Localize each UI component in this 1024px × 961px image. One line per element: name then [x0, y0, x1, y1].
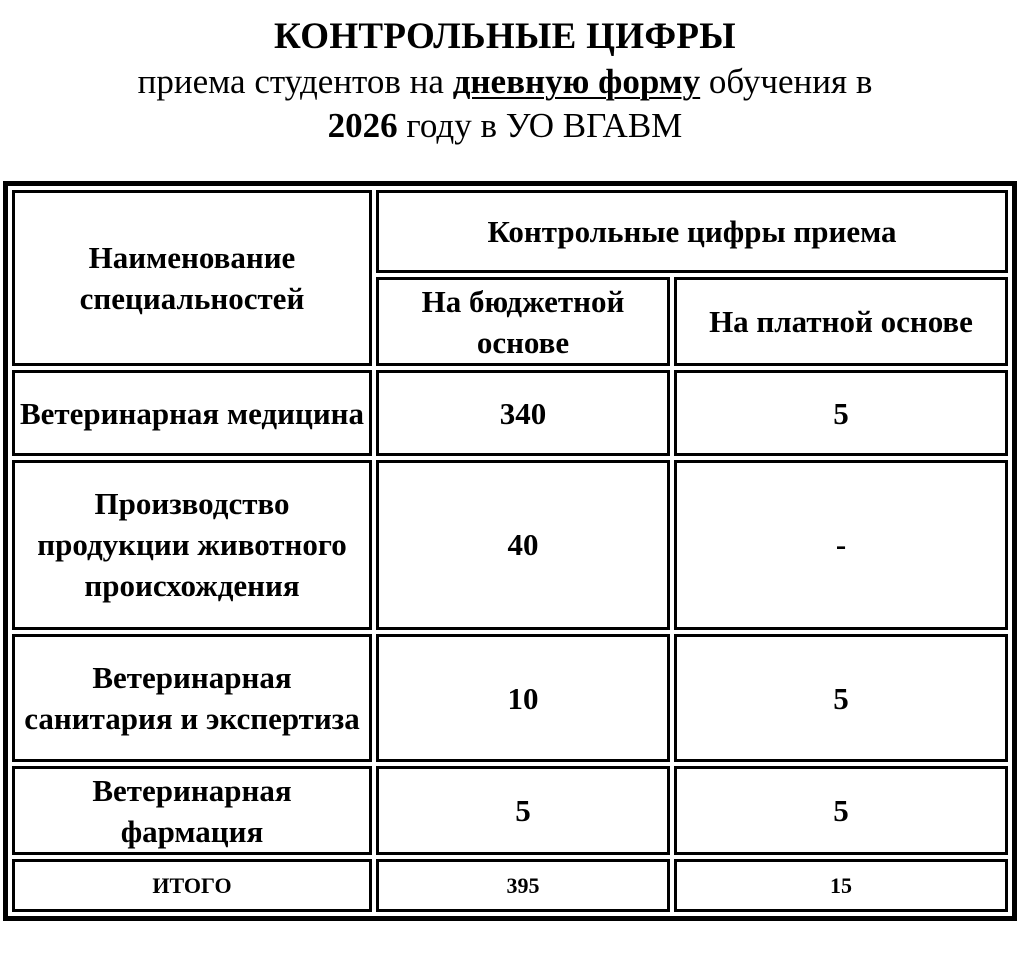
title-year-line: [0, 104, 1010, 148]
total-label: ИТОГО: [12, 859, 372, 912]
header-budget: На бюджетной основе: [376, 277, 670, 366]
row-paid-value: 5: [674, 370, 1008, 455]
row-budget-value: 10: [376, 634, 670, 762]
table-total-row: [12, 859, 1008, 912]
admission-table: [3, 181, 1017, 921]
title-institution: году в УО ВГАВМ: [397, 106, 683, 145]
header-quota-group: Контрольные цифры приема: [376, 190, 1008, 273]
subtitle-text-start: приема студентов на: [137, 62, 453, 101]
header-specialty-name: Наименование специальностей: [12, 190, 372, 366]
row-specialty-name: Производство продукции животного происхождения: [12, 460, 372, 630]
row-paid-value: -: [674, 460, 1008, 630]
row-paid-value: 5: [674, 766, 1008, 855]
table-row: [12, 766, 1008, 855]
subtitle-text-end: обучения в: [700, 62, 873, 101]
admission-table-wrapper: [3, 181, 1005, 921]
total-budget-value: 395: [376, 859, 670, 912]
row-paid-value: 5: [674, 634, 1008, 762]
subtitle-form-emphasis: дневную форму: [452, 62, 701, 101]
row-specialty-name: Ветеринарная медицина: [12, 370, 372, 455]
title-subtitle: [0, 60, 1010, 104]
table-row: [12, 634, 1008, 762]
row-budget-value: 5: [376, 766, 670, 855]
row-budget-value: 40: [376, 460, 670, 630]
table-row: [12, 460, 1008, 630]
header-paid: На платной основе: [674, 277, 1008, 366]
total-paid-value: 15: [674, 859, 1008, 912]
row-specialty-name: Ветеринарная фармация: [12, 766, 372, 855]
table-header-row: [12, 190, 1008, 273]
title-heading: КОНТРОЛЬНЫЕ ЦИФРЫ: [274, 16, 736, 57]
title-year: 2026: [327, 106, 398, 145]
row-budget-value: 340: [376, 370, 670, 455]
document-title: [0, 14, 1010, 148]
table-row: [12, 370, 1008, 455]
row-specialty-name: Ветеринарная санитария и экспертиза: [12, 634, 372, 762]
